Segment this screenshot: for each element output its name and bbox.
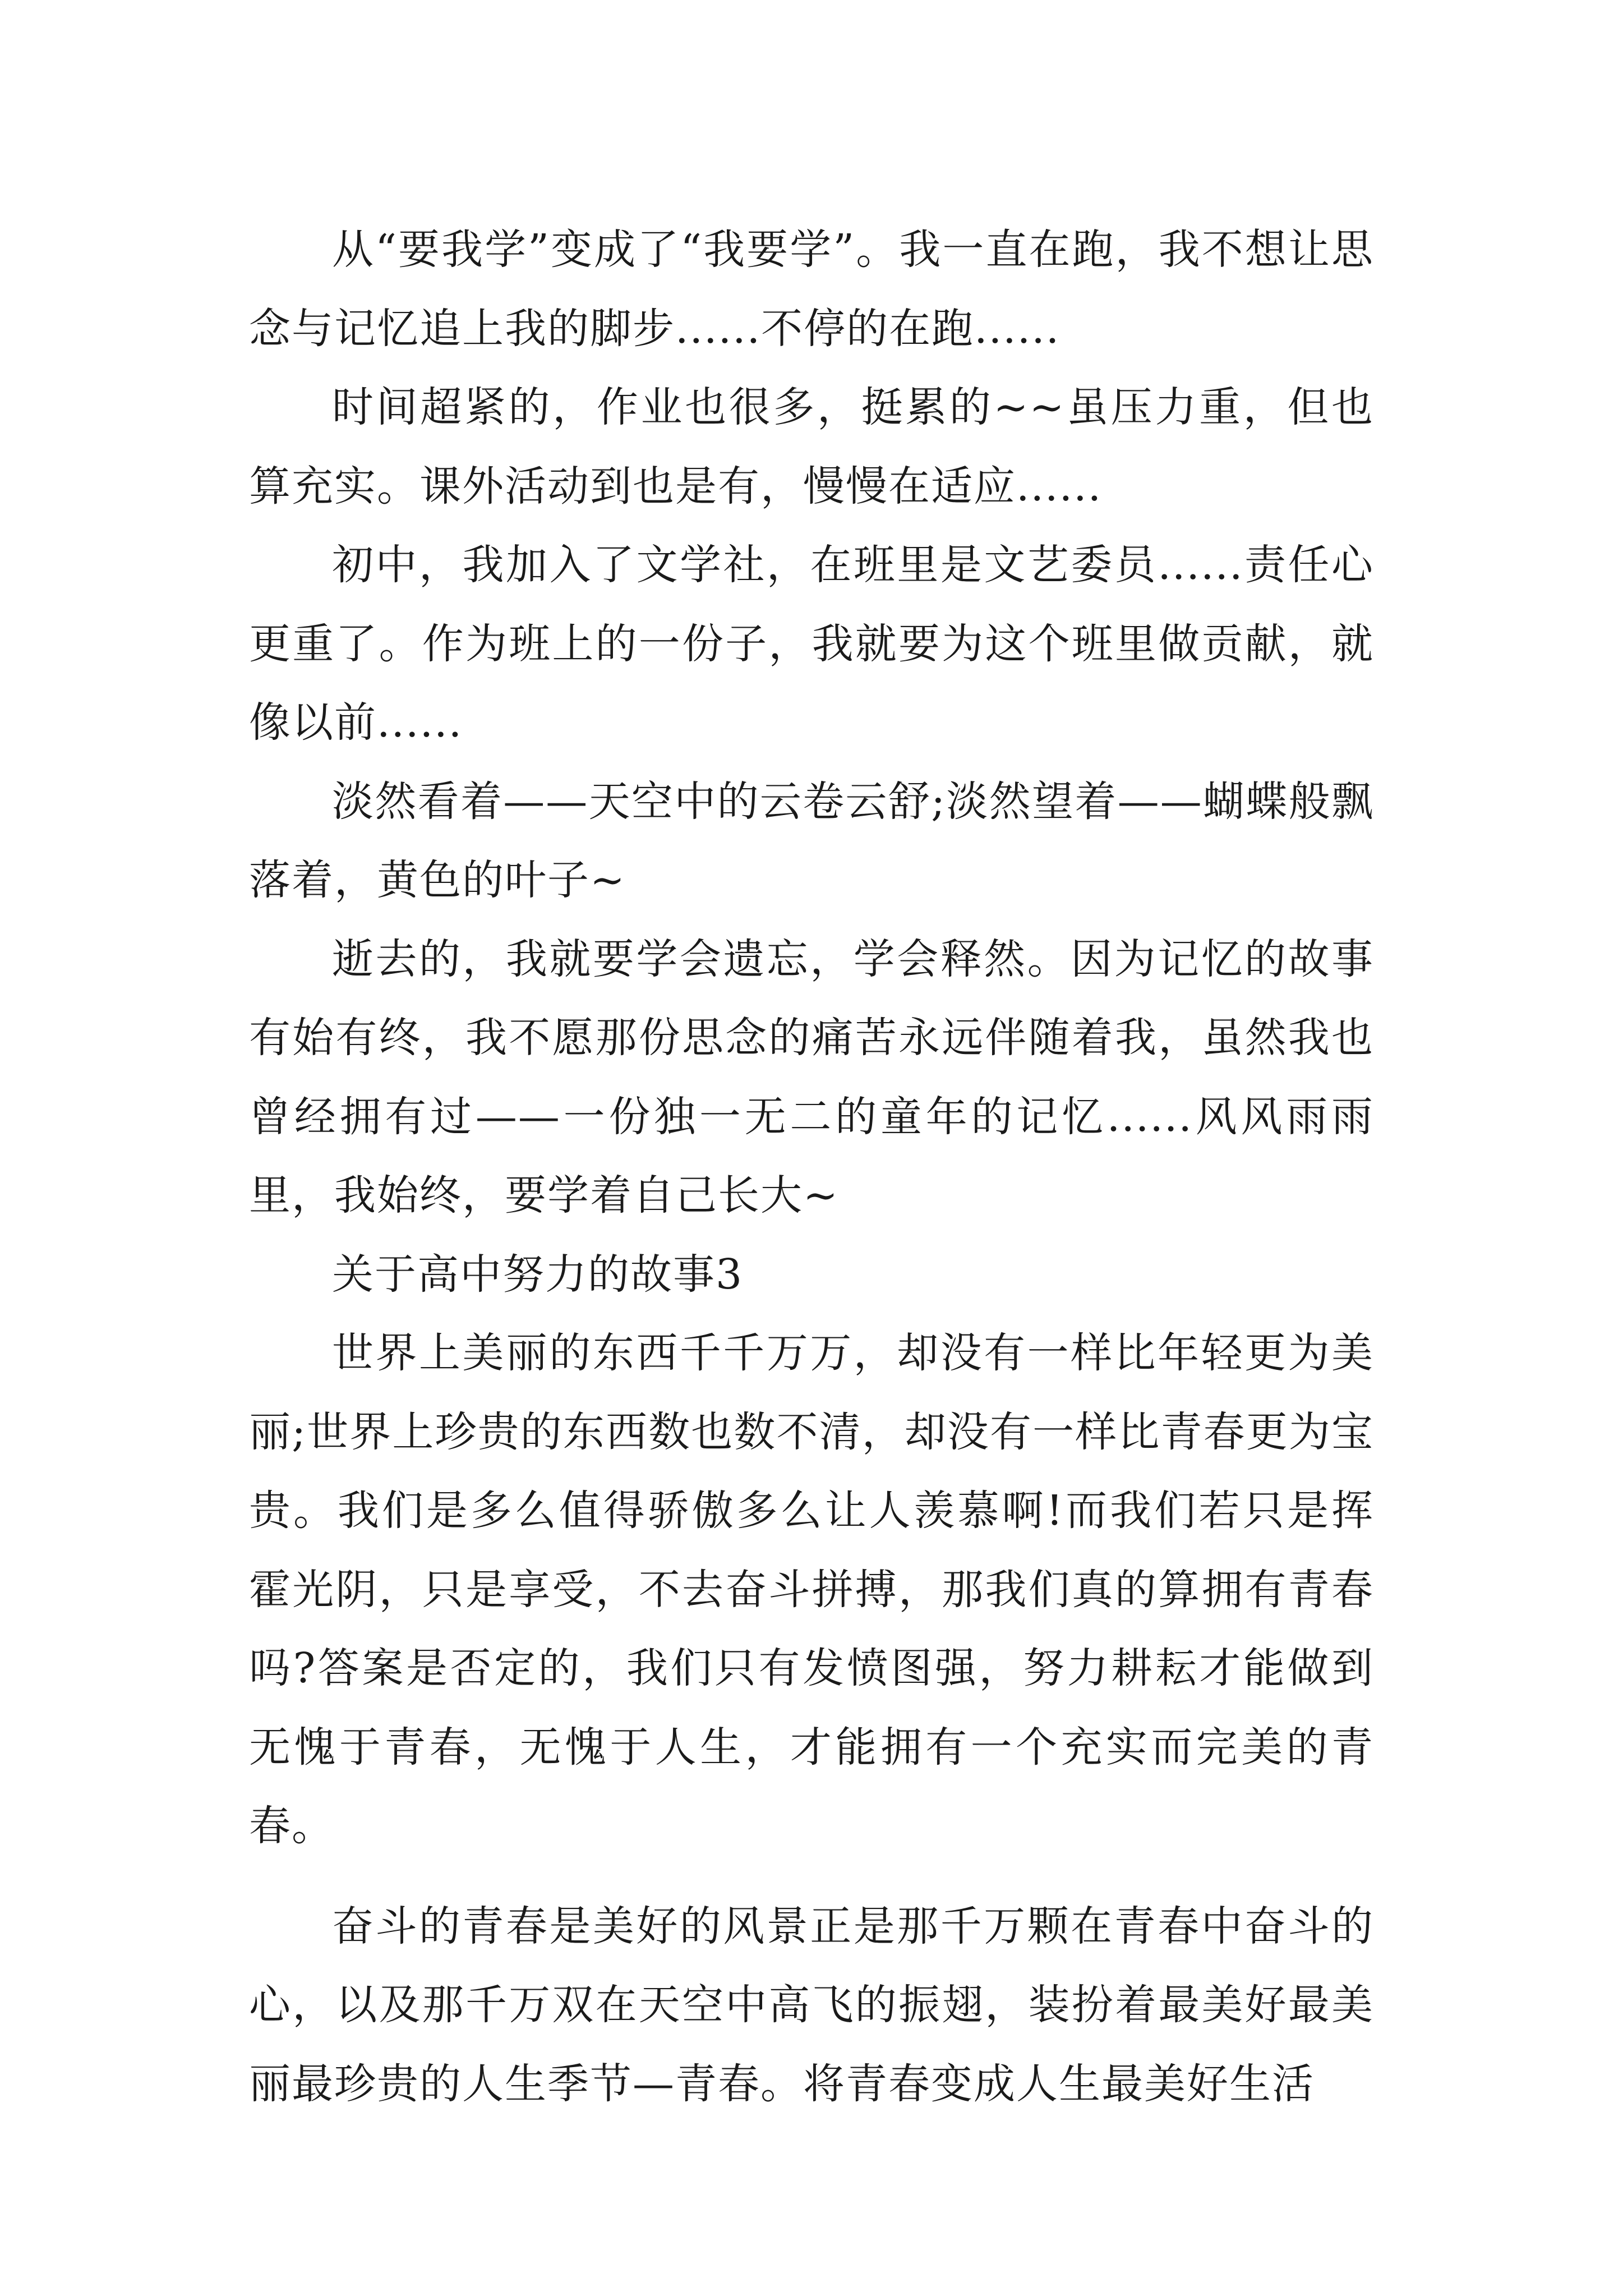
paragraph-2: 时间超紧的，作业也很多，挺累的~~虽压力重，但也算充实。课外活动到也是有，慢慢在适应...... bbox=[249, 383, 1374, 510]
paragraph-7: 奋斗的青春是美好的风景正是那千万颗在青春中奋斗的心，以及那千万双在天空中高飞的振翅，装扮着最美好最美丽最珍贵的人生季节—青春。将青春变成人生最美好生活 bbox=[249, 1902, 1374, 2108]
paragraph-5: 逝去的，我就要学会遗忘，学会释然。因为记忆的故事有始有终，我不愿那份思念的痛苦永远伴随着我，虽然我也曾经拥有过——一份独一无二的童年的记忆......风风雨雨里，我始终，要学着自己长大~ bbox=[249, 935, 1374, 1220]
paragraph-3: 初中，我加入了文学社，在班里是文艺委员......责任心更重了。作为班上的一份子，我就要为这个班里做贡献，就像以前...... bbox=[249, 541, 1374, 747]
document-body bbox=[249, 210, 1374, 2123]
paragraph-6: 世界上美丽的东西千千万万，却没有一样比年轻更为美丽;世界上珍贵的东西数也数不清，却没有一样比青春更为宝贵。我们是多么值得骄傲多么让人羡慕啊!而我们若只是挥霍光阴，只是享受，不去奋斗拼搏，那我们真的算拥有青春吗?答案是否定的，我们只有发愤图强，努力耕耘才能做到无愧于青春，无愧于人生，才能拥有一个充实而完美的青春。 bbox=[249, 1329, 1374, 1850]
paragraph-1: 从“要我学”变成了“我要学”。我一直在跑，我不想让思念与记忆追上我的脚步......不停的在跑...... bbox=[249, 226, 1374, 353]
section-heading: 关于高中努力的故事3 bbox=[332, 1250, 744, 1299]
paragraph-4: 淡然看着——天空中的云卷云舒;淡然望着——蝴蝶般飘落着，黄色的叶子~ bbox=[249, 777, 1374, 904]
